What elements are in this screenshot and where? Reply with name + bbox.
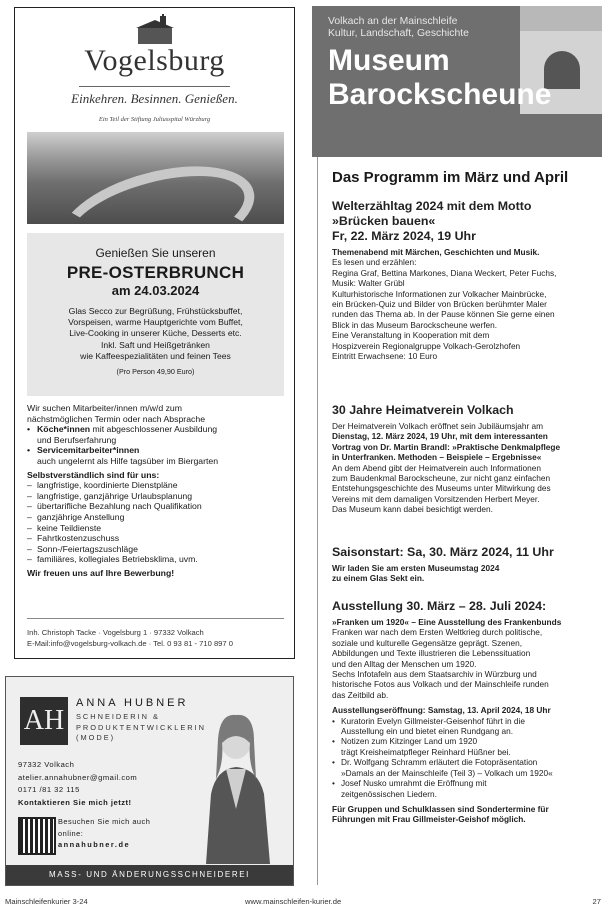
benefit-item: – familiäres, kollegiales Betriebsklima, uvm. xyxy=(27,554,289,565)
event-line: Eine Veranstaltung in Kooperation mit dem xyxy=(332,330,490,341)
event-title: Welterzähltag 2024 mit dem Motto xyxy=(332,199,532,213)
point-line: • Notizen zum Kitzinger Land um 1920 xyxy=(341,736,478,747)
museum-title-1: Museum xyxy=(328,44,450,77)
vogelsburg-ad xyxy=(14,7,295,659)
benefit-item: – Sonn-/Feiertagszuschläge xyxy=(27,544,289,555)
program-heading: Das Programm im März und April xyxy=(332,169,569,186)
point-line: • Kuratorin Evelyn Gillmeister-Geisenhof führt in die xyxy=(341,715,525,726)
brunch-body xyxy=(27,306,284,362)
anna-online xyxy=(58,816,150,851)
event-line: Das Museum kann dabei besichtigt werden. xyxy=(332,504,493,515)
event-date: Fr, 22. März 2024, 19 Uhr xyxy=(332,229,476,243)
event-line: und den Alltag der Menschen um 1920. xyxy=(332,658,477,669)
event-line: Vortrag von Dr. Martin Brandl: »Praktische Denkmalpflege xyxy=(332,441,561,452)
river-shape xyxy=(49,148,265,224)
event-point xyxy=(332,778,600,799)
job-title: Köche*innen xyxy=(37,424,91,435)
event-line: Blick in das Museum Barockscheune werfen. xyxy=(332,319,498,330)
event-line: Eintritt Erwachsene: 10 Euro xyxy=(332,351,438,362)
job-intro: Wir suchen Mitarbeiter/innen m/w/d zum xyxy=(27,403,182,413)
event-line: runden das Thema ab. In der Pause können Sie gerne einen xyxy=(332,309,555,320)
point-line: »Damals an der Mainschleife (Teil 3) – Volkach um 1920« xyxy=(341,767,553,778)
event-line: ein Brücken-Quiz und Bilder von Brücken berühmter Maler xyxy=(332,299,547,310)
brunch-date: am 24.03.2024 xyxy=(111,283,200,298)
event-line: das Zeitbild ab. xyxy=(332,689,389,700)
brunch-price: (Pro Person 49,90 Euro) xyxy=(116,367,195,377)
anna-phone[interactable]: 0171 /81 32 115 xyxy=(18,785,80,794)
contact-email-phone[interactable]: E-Mail:info@vogelsburg-volkach.de · Tel. 0 93 81 - 710 897 0 xyxy=(27,638,233,648)
anna-footer-banner: MASS- UND ÄNDERUNGSSCHNEIDEREI xyxy=(6,865,293,885)
anna-logo: AH xyxy=(20,697,68,745)
anna-email[interactable]: atelier.annahubner@gmail.com xyxy=(18,772,138,782)
contact-address: Inh. Christoph Tacke · Vogelsburg 1 · 97332 Volkach xyxy=(27,628,204,637)
event-line: Kulturhistorische Informationen zur Volkacher Mainbrücke, xyxy=(332,288,547,299)
event-line: in Unterfranken. Methoden – Beispiele – Ergebnisse« xyxy=(332,452,542,463)
benefit-item: – keine Teildienste xyxy=(27,523,289,534)
vogelsburg-stiftung: Ein Teil der Stiftung Juliusspital Würzburg xyxy=(98,116,211,123)
anna-sub-line: (MODE) xyxy=(76,733,116,742)
event-title: 30 Jahre Heimatverein Volkach xyxy=(332,403,514,417)
event-title: »Brücken bauen« xyxy=(332,214,436,228)
brunch-box xyxy=(27,233,284,396)
benefit-item: – langfristige, koordinierte Dienstpläne xyxy=(27,480,289,491)
event-line: Sechs Infotafeln aus dem Staatsarchiv in Würzburg und xyxy=(332,669,537,680)
brunch-line: Vorspeisen, warme Hauptgerichte vom Buffet, xyxy=(68,317,243,328)
museum-title-2: Barockscheune xyxy=(328,78,552,111)
anna-name: ANNA HUBNER xyxy=(76,697,189,709)
vogelsburg-contact xyxy=(27,628,289,649)
museum-header xyxy=(312,6,602,157)
event-line: Hospizverein Regionalgruppe Volkach-Gerolzhofen xyxy=(332,340,521,351)
anna-sub-line: PRODUKTENTWICKLERIN xyxy=(76,722,206,732)
job-desc: auch ungelernt als Hilfe tagsüber im Biergarten xyxy=(37,455,219,466)
event-line: Dienstag, 12. März 2024, 19 Uhr, mit dem interessanten xyxy=(332,431,548,442)
benefit-item: – ganzjährige Anstellung xyxy=(27,512,289,523)
event-line: Vereins mit dem damaligen Vorsitzenden Herbert Meyer. xyxy=(332,493,540,504)
event-line: Wir laden Sie am ersten Museumstag 2024 xyxy=(332,563,500,573)
event-line: Es lesen und erzählen: xyxy=(332,257,417,268)
event-title: Saisonstart: Sa, 30. März 2024, 11 Uhr xyxy=(332,545,554,559)
anna-cta: Kontaktieren Sie mich jetzt! xyxy=(18,797,132,807)
anna-contact xyxy=(18,759,137,809)
point-line: trägt Kreisheimatpfleger Reinhard Hüßner bei. xyxy=(341,746,511,757)
benefit-item: – langfristige, ganzjährige Urlaubsplanung xyxy=(27,491,289,502)
job-closing: Wir freuen uns auf Ihre Bewerbung! xyxy=(27,567,175,578)
divider xyxy=(79,86,230,87)
event-point xyxy=(332,736,600,757)
brunch-intro: Genießen Sie unseren xyxy=(95,246,216,260)
church-logo-icon xyxy=(130,14,180,46)
point-line: • Josef Nusko umrahmt die Eröffnung mit xyxy=(341,778,487,789)
anna-hubner-ad xyxy=(5,676,294,886)
event-line: historische Fotos aus Volkach und der Mainschleife runden xyxy=(332,679,549,690)
point-line: • Dr. Wolfgang Schramm erläutert die Fotopräsentation xyxy=(341,757,538,768)
brunch-line: Glas Secco zur Begrüßung, Frühstücksbuffet, xyxy=(68,306,243,316)
event-line: zum Baudenkmal Barockscheune, zur nicht ganz einfachen xyxy=(332,473,551,484)
event-point xyxy=(332,757,600,778)
footer-website[interactable]: www.mainschleifen-kurier.de xyxy=(245,897,342,906)
event-point xyxy=(332,716,600,737)
footer-issue: Mainschleifenkurier 3-24 xyxy=(5,897,88,906)
anna-online-line: Besuchen Sie mich auch xyxy=(58,817,151,826)
benefit-item: – übertarifliche Bezahlung nach Qualifikation xyxy=(27,501,289,512)
job-bullet xyxy=(27,424,289,435)
brunch-line: wie Kaffeespezialitäten und feinen Tees xyxy=(80,350,231,361)
event-heimatverein xyxy=(332,403,600,515)
footer-page-number: 27 xyxy=(592,897,601,906)
brunch-heading: PRE-OSTERBRUNCH xyxy=(66,263,245,282)
event-closing: Für Gruppen und Schulklassen sind Sondertermine für xyxy=(332,803,549,814)
job-listing xyxy=(27,403,289,579)
event-title: Ausstellung 30. März – 28. Juli 2024: xyxy=(332,599,547,613)
museum-kicker xyxy=(328,16,469,40)
event-line: Der Heimatverein Volkach eröffnet sein Jubiläumsjahr am xyxy=(332,421,544,431)
job-desc: und Berufserfahrung xyxy=(37,434,117,445)
anna-online-line: online: xyxy=(58,828,84,838)
anna-sub-line: SCHNEIDERIN & xyxy=(76,712,160,721)
building-roof xyxy=(520,6,602,31)
event-line: An dem Abend gibt der Heimatverein auch Informationen xyxy=(332,462,541,473)
point-line: zeitgenössischen Liedern. xyxy=(341,788,437,799)
event-line: zu einem Glas Sekt ein. xyxy=(332,573,425,584)
event-ausstellung xyxy=(332,599,600,825)
benefit-item: – Fahrtkostenzuschuss xyxy=(27,533,289,544)
brunch-line: Inkl. Saft und Heißgetränken xyxy=(101,339,210,350)
event-line: Entstehungsgeschichte des Museums unter Mitwirkung des xyxy=(332,483,551,494)
event-opening: Ausstellungseröffnung: Samstag, 13. April 2024, 18 Uhr xyxy=(332,705,551,716)
job-desc: mit abgeschlossener Ausbildung xyxy=(90,424,218,435)
job-bullet xyxy=(27,445,289,456)
point-line: Ausstellung ein und bietet einen Rundgang an. xyxy=(341,726,514,737)
qr-code-icon xyxy=(18,817,56,855)
divider xyxy=(27,618,284,619)
event-line: Franken war nach dem Ersten Weltkrieg durch politische, xyxy=(332,627,543,638)
vogelsburg-title: Vogelsburg xyxy=(84,44,225,77)
event-lead: Themenabend mit Märchen, Geschichten und Musik. xyxy=(332,247,540,257)
anna-website[interactable]: annahubner.de xyxy=(58,840,131,849)
event-line: Musik: Walter Grübl xyxy=(332,278,405,289)
landscape-photo xyxy=(27,132,284,224)
portrait-photo xyxy=(186,699,286,864)
benefits-title: Selbstverständlich sind für uns: xyxy=(27,469,160,480)
kicker-line: Kultur, Landschaft, Geschichte xyxy=(328,28,469,39)
event-line: Regina Graf, Bettina Markones, Diana Weckert, Peter Fuchs, xyxy=(332,267,557,278)
kicker-line: Volkach an der Mainschleife xyxy=(328,16,458,27)
event-line: soziale und kulturelle Gegensätze geprägt. Szenen, xyxy=(332,637,523,648)
job-intro: nächstmöglichen Termin oder nach Absprache xyxy=(27,413,206,424)
vogelsburg-tagline: Einkehren. Besinnen. Genießen. xyxy=(71,91,238,106)
event-closing: Führungen mit Frau Gillmeister-Geishof möglich. xyxy=(332,814,526,825)
event-welterzaehltag xyxy=(332,199,600,361)
event-saisonstart xyxy=(332,545,600,584)
anna-city: 97332 Volkach xyxy=(18,760,75,769)
job-title: Servicemitarbeiter*innen xyxy=(37,445,140,456)
event-lead: »Franken um 1920« – Eine Ausstellung des Frankenbunds xyxy=(332,617,562,627)
event-line: Abbildungen und Texte illustrieren die Lebenssituation xyxy=(332,648,531,659)
brunch-line: Live-Cooking in unserer Küche, Desserts etc. xyxy=(69,328,242,339)
